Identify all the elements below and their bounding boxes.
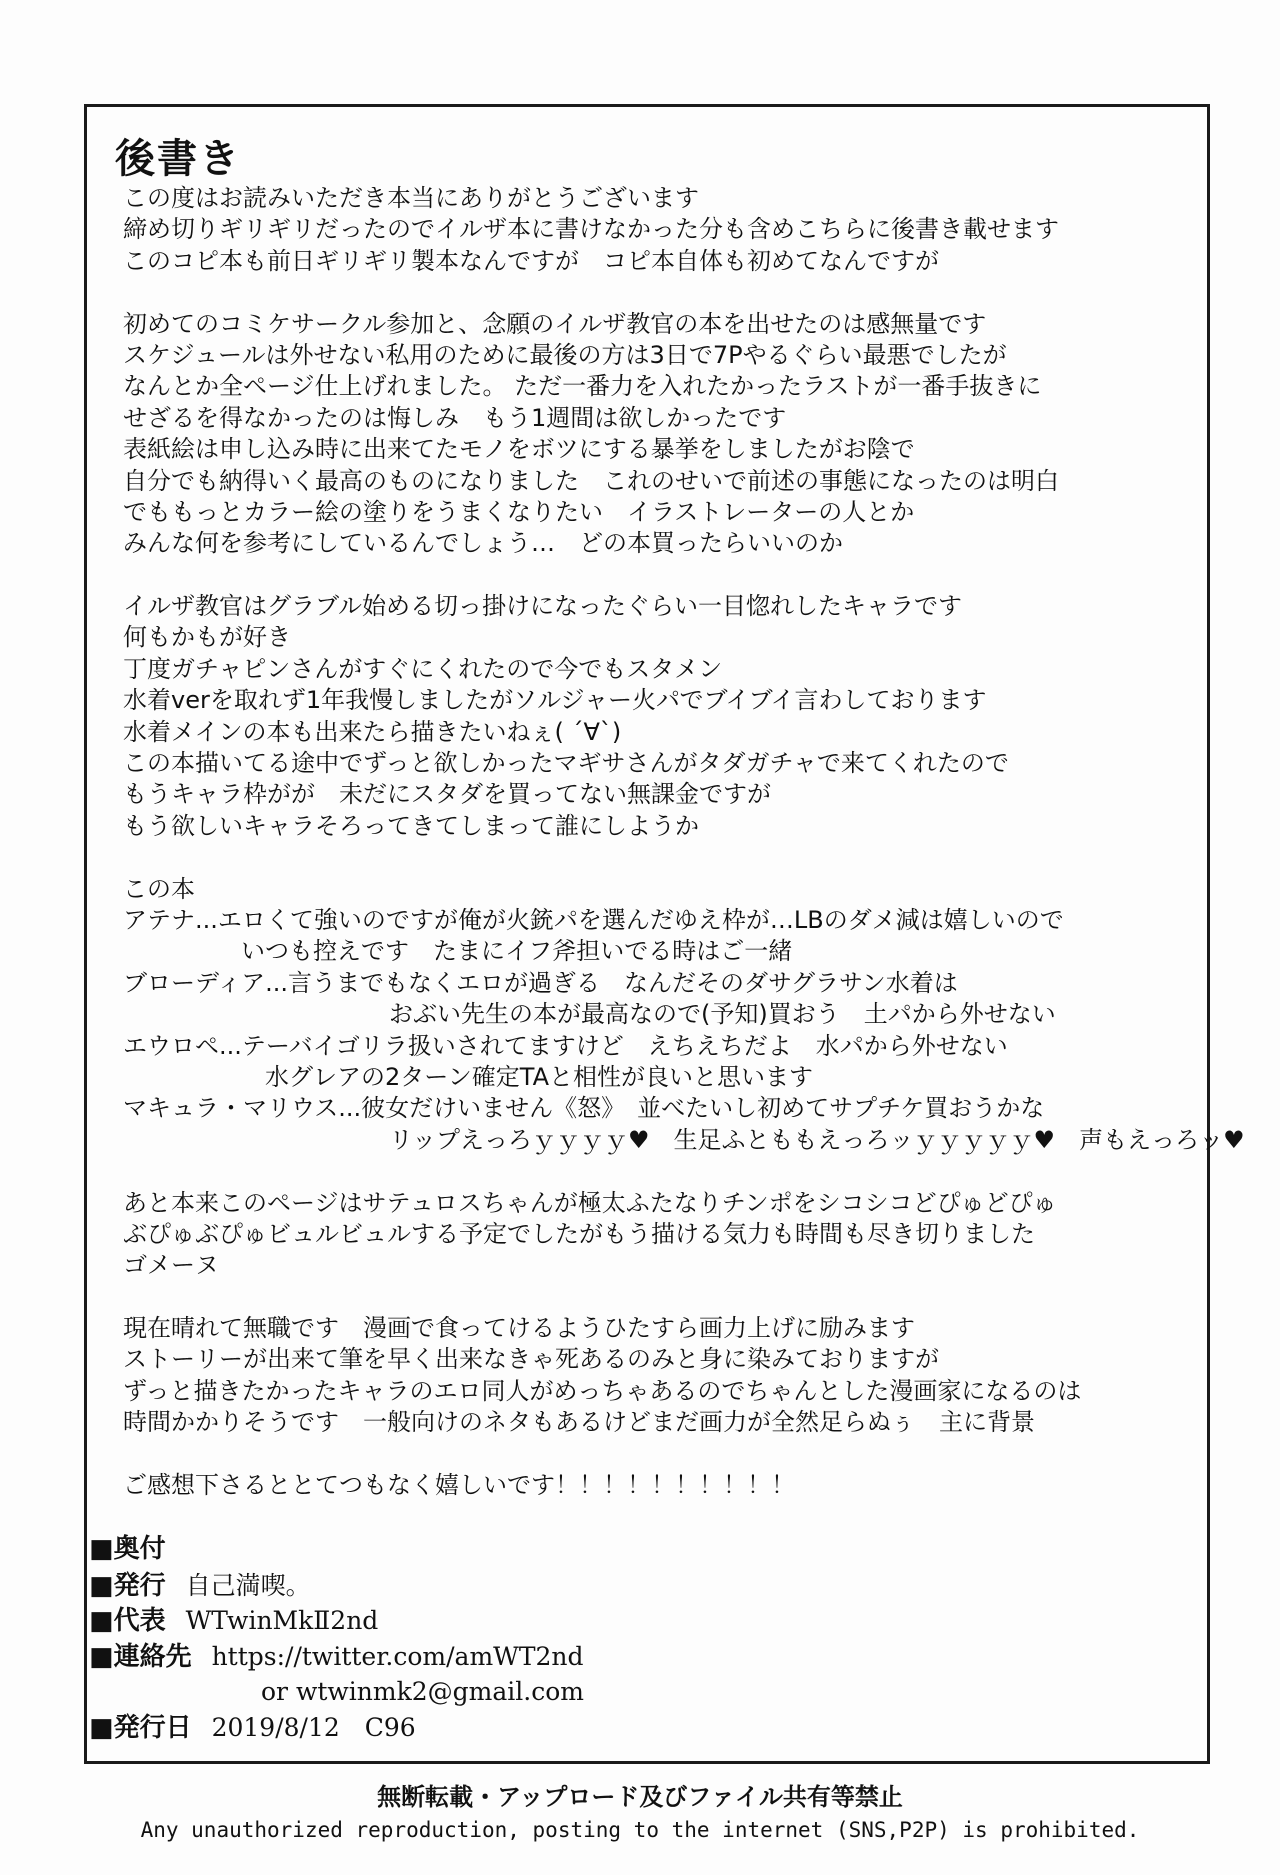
body-line: 水着verを取れず1年我慢しましたがソルジャー火パでブイブイ言わしております [123, 686, 987, 715]
body-line: マキュラ・マリウス...彼女だけいません《怒》 並べたいし初めてサプチケ買おうかな [123, 1094, 1045, 1123]
body-line: 水着メインの本も出来たら描きたいねぇ( ´∀`) [123, 717, 622, 746]
body-line: 何もかもが好き [123, 623, 291, 652]
footer-notice-en: Any unauthorized reproduction, posting to the internet (SNS,P2P) is prohibited. [140, 1818, 1140, 1842]
contact-email-link[interactable]: or wtwinmk2@gmail.com [261, 1677, 584, 1706]
colophon-heading: ■奥付 [89, 1534, 166, 1564]
body-line: アテナ...エロくて強いのですが俺が火銃パを選んだゆえ枠が…LBのダメ減は嬉しいので [123, 905, 1064, 934]
date-value: 2019/8/12 C96 [211, 1712, 416, 1742]
date-label: ■発行日 [89, 1712, 192, 1743]
body-line: おぶい先生の本が最高なので(予知)買おう 土パから外せない [389, 1000, 1056, 1029]
body-line: せざるを得なかったのは悔しみ もう1週間は欲しかったです [123, 403, 787, 432]
body-line: 初めてのコミケサークル参加と、念願のイルザ教官の本を出せたのは感無量です [123, 309, 987, 338]
body-line: あと本来このページはサテュロスちゃんが極太ふたなりチンポをシコシコどぴゅどぴゅ [123, 1188, 1057, 1217]
body-line: ゴメーヌ [123, 1251, 219, 1280]
content-frame [84, 104, 1245, 1764]
body-line: 丁度ガチャピンさんがすぐにくれたので今でもスタメン [123, 654, 723, 683]
body-line: スケジュールは外せない私用のために最後の方は3日で7Pやるぐらい最悪でしたが [123, 340, 1007, 369]
body-line: 時間かかりそうです 一般向けのネタもあるけどまだ画力が全然足らぬぅ 主に背景 [123, 1408, 1035, 1437]
colophon-heading-row [89, 1532, 584, 1568]
body-line: 自分でも納得いく最高のものになりました これのせいで前述の事態になったのは明白 [123, 466, 1059, 495]
body-line: この本 [123, 874, 195, 903]
body-line: 表紙絵は申し込み時に出来てたモノをボツにする暴挙をしましたがお陰で [123, 435, 915, 464]
body-line: みんな何を参考にしているんでしょう… どの本買ったらいいのか [123, 529, 843, 558]
colophon-contact-row [89, 1639, 584, 1675]
body-line: イルザ教官はグラブル始める切っ掛けになったぐらい一目惚れしたキャラです [123, 592, 963, 621]
body-line: なんとか全ページ仕上げれました。 ただ一番力を入れたかったラストが一番手抜きに [123, 372, 1042, 401]
body-line: このコピ本も前日ギリギリ製本なんですが コピ本自体も初めてなんですが [123, 246, 939, 275]
publisher-value: 自己満喫。 [185, 1570, 311, 1600]
colophon [89, 1532, 584, 1745]
blank-line [123, 1282, 1183, 1313]
body-line: 現在晴れて無職です 漫画で食ってけるようひたすら画力上げに励みます [123, 1314, 915, 1343]
body-line: 水グレアの2ターン確定TAと相性が良いと思います [265, 1062, 814, 1091]
body-line: もう欲しいキャラそろってきてしまって誰にしようか [123, 811, 699, 840]
body-line: リップえっろｙｙｙｙ♥ 生足ふとももえっろッｙｙｙｙｙ♥ 声もえっろッ♥ [389, 1125, 1245, 1154]
rep-value: WTwinMkⅡ2nd [185, 1606, 379, 1635]
body-line: ぶぴゅぶぴゅビュルビュルする予定でしたがもう描ける気力も時間も尽き切りました [123, 1219, 1035, 1248]
afterword-body [123, 183, 1245, 1501]
rep-label: ■代表 [89, 1606, 166, 1636]
colophon-rep-row [89, 1603, 584, 1639]
body-line: いつも控えです たまにイフ斧担いでる時はご一緒 [241, 937, 793, 966]
colophon-publisher-row [89, 1568, 584, 1604]
body-line: もうキャラ枠がが 未だにスタダを買ってない無課金ですが [123, 780, 771, 809]
body-line: でももっとカラー絵の塗りをうまくなりたい イラストレーターの人とか [123, 497, 915, 526]
contact-twitter-link[interactable]: https://twitter.com/amWT2nd [211, 1641, 584, 1671]
footer-notice-jp: 無断転載・アップロード及びファイル共有等禁止 [377, 1783, 903, 1811]
blank-line [123, 1439, 1183, 1470]
blank-line [123, 277, 1183, 308]
blank-line [123, 1156, 1183, 1187]
blank-line [123, 842, 1183, 873]
contact-label: ■連絡先 [89, 1641, 192, 1672]
body-line: エウロペ...テーバイゴリラ扱いされてますけど えちえちだよ 水パから外せない [123, 1031, 1008, 1060]
body-line: この度はお読みいただき本当にありがとうございます [123, 184, 699, 212]
body-line: ずっと描きたかったキャラのエロ同人がめっちゃあるのでちゃんとした漫画家になるのは [123, 1376, 1082, 1405]
colophon-contact-row-2 [89, 1674, 584, 1710]
colophon-date-row [89, 1710, 584, 1746]
page-title: 後書き [115, 136, 241, 182]
body-line: この本描いてる途中でずっと欲しかったマギサさんがタダガチャで来てくれたので [123, 749, 1009, 778]
body-line: 締め切りギリギリだったのでイルザ本に書けなかった分も含めこちらに後書き載せます [123, 215, 1059, 244]
publisher-label: ■発行 [89, 1570, 166, 1601]
body-line: ご感想下さるととてつもなく嬉しいです！！！！！！！！！！ [123, 1471, 795, 1500]
body-line: ストーリーが出来て筆を早く出来なきゃ死あるのみと身に染みておりますが [123, 1345, 939, 1374]
blank-line [123, 560, 1183, 591]
body-line: ブローディア...言うまでもなくエロが過ぎる なんだそのダサグラサン水着は [123, 968, 958, 997]
